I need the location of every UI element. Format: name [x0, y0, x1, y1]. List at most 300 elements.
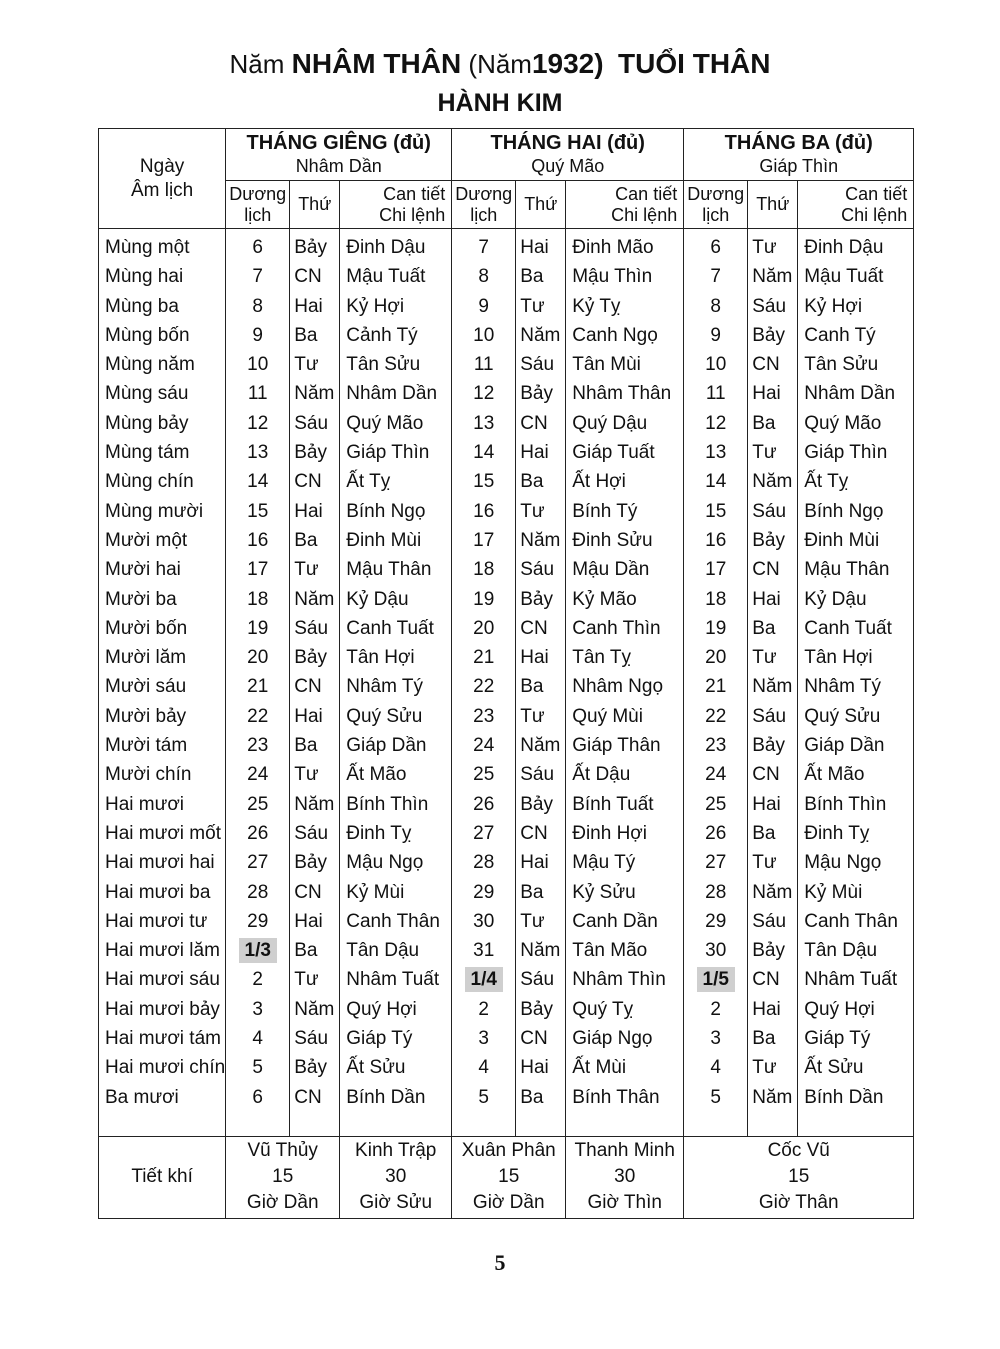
thu-value: CN	[294, 471, 322, 493]
duong-lich-value: 24	[705, 764, 727, 786]
thu-value: Hai	[752, 998, 781, 1020]
duong-lich-row	[452, 409, 515, 438]
lunar-day: Mùng bốn	[105, 324, 190, 346]
can-chi-value: Tân Tỵ	[572, 647, 631, 669]
thu-value: Bảy	[520, 998, 553, 1020]
duong-lich-row	[684, 790, 747, 819]
can-chi-value: Tân Hợi	[346, 647, 415, 669]
tiet-khi-entry	[684, 1136, 914, 1218]
can-chi-value: Bính Tý	[572, 500, 638, 522]
can-chi-value: Bính Ngọ	[346, 500, 426, 522]
can-chi-value: Quý Mão	[804, 412, 882, 434]
duong-lich-row	[452, 995, 515, 1024]
duong-lich-value: 22	[473, 676, 495, 698]
can-chi-value: Kỷ Mùi	[346, 881, 405, 903]
duong-lich-value: 18	[247, 588, 269, 610]
thu-value: Tư	[520, 910, 545, 932]
duong-lich-value: 23	[705, 735, 727, 757]
thu-value: Năm	[752, 471, 793, 493]
duong-lich-value: 1/3	[239, 938, 277, 963]
page-number: 5	[494, 1250, 506, 1275]
can-chi-value: Kỷ Mùi	[804, 881, 863, 903]
thu-value: CN	[294, 676, 322, 698]
can-chi-value: Ất Dậu	[572, 764, 631, 786]
lunar-day: Mười lăm	[105, 647, 187, 669]
thu-value: Tư	[752, 647, 777, 669]
thu-column	[748, 229, 798, 1137]
duong-lich-row	[452, 292, 515, 321]
duong-lich-row	[226, 526, 289, 555]
duong-lich-value: 13	[705, 442, 727, 464]
can-chi-value: Tân Sửu	[346, 354, 421, 376]
thu-value: Ba	[520, 266, 544, 288]
title-prefix: Năm	[229, 49, 285, 79]
thu-value: Hai	[752, 383, 781, 405]
duong-lich-value: 26	[247, 822, 269, 844]
can-chi-value: Canh Tuất	[346, 617, 434, 639]
duong-label: Dương	[455, 183, 513, 204]
can-chi-value: Kỷ Mão	[572, 588, 637, 610]
thu-value: Năm	[520, 940, 561, 962]
duong-lich-value: 1/4	[465, 967, 503, 992]
lunar-day: Hai mươi sáu	[105, 969, 220, 991]
month-header	[684, 129, 914, 181]
duong-lich-value: 7	[252, 266, 263, 288]
can-chi-value: Giáp Tý	[346, 1028, 413, 1050]
can-chi-value: Canh Thìn	[572, 617, 661, 639]
thu-value: Bảy	[294, 852, 327, 874]
duong-lich-value: 9	[252, 324, 263, 346]
thu-value: Bảy	[294, 647, 327, 669]
duong-lich-value: 19	[473, 588, 495, 610]
duong-lich-value: 22	[247, 705, 269, 727]
lunar-day: Hai mươi hai	[105, 852, 215, 874]
duong-lich-value: 31	[473, 940, 495, 962]
duong-lich-row	[452, 555, 515, 584]
thu-header: Thứ	[748, 181, 798, 229]
duong-lich-value: 2	[710, 998, 721, 1020]
lunar-day: Mười bốn	[105, 617, 188, 639]
duong-label: Dương	[687, 183, 745, 204]
duong-lich-row	[684, 672, 747, 701]
can-chi-value: Ất Tỵ	[804, 471, 849, 493]
thu-value: Bảy	[294, 442, 327, 464]
tiet-khi-day: 15	[272, 1166, 294, 1188]
thu-value: Bảy	[752, 529, 785, 551]
duong-lich-value: 4	[252, 1028, 263, 1050]
can-chi-value: Giáp Thân	[572, 735, 661, 757]
can-chi-value: Mậu Dần	[572, 559, 650, 581]
duong-lich-row	[226, 350, 289, 379]
duong-lich-row	[226, 907, 289, 936]
duong-lich-row	[226, 878, 289, 907]
lunar-day: Mùng năm	[105, 354, 195, 376]
can-chi-value: Canh Ngọ	[572, 324, 658, 346]
can-chi-value: Ất Sửu	[804, 1057, 864, 1079]
can-chi-value: Đinh Mùi	[804, 529, 880, 551]
can-chi-value: Ất Mão	[804, 764, 865, 786]
thu-value: Sáu	[752, 295, 787, 317]
can-chi-value: Giáp Dần	[804, 735, 885, 757]
duong-lich-row	[452, 790, 515, 819]
tiet-khi-name: Vũ Thủy	[247, 1140, 318, 1162]
duong-lich-value: 25	[247, 793, 269, 815]
duong-lich-value: 11	[473, 354, 494, 376]
lunar-day: Hai mươi mốt	[105, 822, 221, 844]
can-chi-column	[566, 229, 684, 1137]
thu-value: Năm	[752, 266, 793, 288]
ngay-label: Ngày	[139, 155, 185, 177]
can-chi-value: Quý Tỵ	[572, 998, 634, 1020]
duong-lich-row	[684, 878, 747, 907]
duong-lich-row	[684, 321, 747, 350]
lunar-day: Hai mươi chín	[105, 1057, 226, 1079]
tiet-khi-hour: Giờ Dần	[246, 1192, 319, 1214]
tiet-khi-entry	[226, 1136, 340, 1218]
can-chi-value: Cảnh Tý	[346, 324, 418, 346]
thu-value: Ba	[294, 735, 318, 757]
can-chi-value: Kỷ Hợi	[804, 295, 863, 317]
duong-lich-row	[684, 1024, 747, 1053]
duong-lich-value: 5	[252, 1057, 263, 1079]
duong-lich-value: 6	[252, 1086, 263, 1108]
duong-lich-value: 4	[710, 1057, 721, 1079]
duong-lich-value: 16	[705, 529, 727, 551]
month-can-chi: Nhâm Dần	[295, 155, 382, 176]
duong-lich-row	[226, 790, 289, 819]
can-chi-value: Quý Sửu	[346, 705, 423, 727]
duong-lich-row	[226, 936, 289, 965]
thu-value: Ba	[294, 529, 318, 551]
title-year: 1932)	[531, 48, 604, 79]
duong-lich-value: 15	[247, 500, 269, 522]
duong-lich-value: 30	[473, 910, 495, 932]
lunar-day: Hai mươi lăm	[105, 940, 220, 962]
duong-lich-row	[684, 526, 747, 555]
duong-lich-value: 3	[710, 1028, 721, 1050]
duong-lich-row	[684, 907, 747, 936]
duong-lich-row	[452, 379, 515, 408]
month-name: THÁNG GIÊNG (đủ)	[246, 131, 431, 154]
duong-lich-value: 6	[252, 237, 263, 258]
thu-value: Sáu	[752, 500, 787, 522]
lunar-day: Mùng tám	[105, 442, 190, 464]
duong-lich-value: 5	[710, 1086, 721, 1108]
duong-lich-value: 9	[710, 324, 721, 346]
thu-value: Năm	[294, 383, 335, 405]
thu-value: Ba	[520, 676, 544, 698]
lunar-day: Mười tám	[105, 735, 188, 757]
duong-lich-row	[684, 438, 747, 467]
thu-value: CN	[294, 266, 322, 288]
tiet-khi-name: Cốc Vũ	[767, 1140, 830, 1162]
duong-lich-value: 24	[473, 735, 495, 757]
duong-lich-value: 21	[473, 647, 495, 669]
can-tiet-label: Can tiết	[383, 183, 446, 204]
duong-lich-value: 27	[247, 852, 269, 874]
can-chi-value: Kỷ Dậu	[804, 588, 867, 610]
duong-lich-value: 15	[705, 500, 727, 522]
thu-value: Hai	[294, 910, 323, 932]
lunar-day: Mùng sáu	[105, 383, 189, 405]
can-chi-value: Mậu Thìn	[572, 266, 653, 288]
thu-value: CN	[520, 1028, 548, 1050]
thu-value: Ba	[520, 1086, 544, 1108]
duong-lich-column	[452, 229, 516, 1137]
duong-lich-row	[226, 1053, 289, 1082]
duong-lich-row	[452, 526, 515, 555]
duong-lich-value: 28	[473, 852, 495, 874]
thu-value: Bảy	[752, 940, 785, 962]
duong-lich-value: 17	[705, 559, 727, 581]
lunar-calendar-table	[98, 128, 914, 1219]
duong-lich-value: 23	[247, 735, 269, 757]
lunar-day-column	[99, 229, 226, 1137]
duong-lich-value: 20	[247, 647, 269, 669]
duong-lich-row	[226, 731, 289, 760]
can-chi-value: Canh Tý	[804, 324, 876, 346]
thu-value: Sáu	[520, 764, 555, 786]
month-name: THÁNG HAI (đủ)	[490, 131, 645, 154]
duong-lich-value: 29	[473, 881, 495, 903]
duong-lich-value: 5	[478, 1086, 489, 1108]
lunar-day: Hai mươi tư	[105, 910, 208, 932]
can-chi-value: Quý Mão	[346, 412, 424, 434]
can-chi-value: Canh Thân	[346, 910, 440, 932]
can-chi-value: Bính Thìn	[804, 793, 887, 815]
duong-lich-value: 14	[247, 471, 269, 493]
duong-lich-row	[452, 848, 515, 877]
duong-lich-value: 29	[247, 910, 269, 932]
can-chi-value: Nhâm Dần	[804, 383, 896, 405]
can-chi-value: Mậu Ngọ	[804, 852, 882, 874]
can-chi-value: Mậu Tý	[572, 852, 636, 874]
duong-lich-row	[226, 995, 289, 1024]
duong-label: Dương	[229, 183, 287, 204]
can-chi-value: Bính Dần	[804, 1086, 884, 1108]
thu-value: Năm	[294, 588, 335, 610]
can-chi-value: Giáp Ngọ	[572, 1028, 653, 1050]
thu-value: CN	[520, 822, 548, 844]
can-chi-value: Bính Ngọ	[804, 500, 884, 522]
tiet-khi-entry	[566, 1136, 684, 1218]
thu-value: Tư	[520, 295, 545, 317]
thu-value: CN	[520, 412, 548, 434]
duong-lich-row	[452, 643, 515, 672]
lunar-day: Mười ba	[105, 588, 177, 610]
can-chi-value: Giáp Thìn	[346, 442, 430, 464]
duong-lich-row	[684, 936, 747, 965]
lich-label: lịch	[244, 204, 272, 225]
duong-lich-value: 4	[478, 1057, 489, 1079]
duong-lich-value: 17	[473, 529, 495, 551]
can-chi-value: Mậu Thân	[804, 559, 890, 581]
duong-lich-value: 10	[705, 354, 727, 376]
tiet-khi-day: 15	[498, 1166, 520, 1188]
duong-lich-row	[452, 1083, 515, 1112]
duong-lich-row	[684, 555, 747, 584]
thu-value: Hai	[520, 647, 549, 669]
can-chi-value: Tân Dậu	[804, 940, 878, 962]
can-chi-value: Kỷ Dậu	[346, 588, 409, 610]
duong-lich-value: 25	[705, 793, 727, 815]
thu-value: Bảy	[294, 237, 327, 258]
duong-lich-row	[226, 262, 289, 291]
lunar-day: Mùng hai	[105, 266, 184, 288]
tiet-khi-label: Tiết khí	[99, 1136, 226, 1218]
month-header	[452, 129, 684, 181]
duong-lich-column	[226, 229, 290, 1137]
duong-lich-row	[226, 614, 289, 643]
duong-lich-value: 18	[705, 588, 727, 610]
duong-lich-row	[684, 1083, 747, 1112]
duong-lich-row	[226, 1083, 289, 1112]
lunar-day: Mười một	[105, 529, 188, 551]
thu-value: Tư	[294, 559, 319, 581]
thu-value: Hai	[294, 500, 323, 522]
can-chi-value: Ất Hợi	[572, 471, 626, 493]
can-chi-value: Nhâm Ngọ	[572, 676, 664, 698]
thu-value: Ba	[752, 1028, 776, 1050]
duong-lich-row	[226, 233, 289, 262]
month-can-chi: Giáp Thìn	[759, 155, 839, 176]
duong-lich-row	[684, 848, 747, 877]
can-chi-header	[798, 181, 914, 229]
thu-header: Thứ	[290, 181, 340, 229]
duong-lich-row	[684, 819, 747, 848]
duong-lich-row	[684, 379, 747, 408]
duong-lich-row	[226, 379, 289, 408]
thu-value: Ba	[520, 881, 544, 903]
duong-lich-value: 12	[473, 383, 495, 405]
duong-lich-value: 20	[705, 647, 727, 669]
duong-lich-value: 26	[473, 793, 495, 815]
duong-lich-row	[226, 672, 289, 701]
am-lich-label: Âm lịch	[130, 179, 194, 201]
can-chi-value: Quý Dậu	[572, 412, 648, 434]
duong-lich-value: 3	[478, 1028, 489, 1050]
tiet-khi-name: Thanh Minh	[574, 1140, 675, 1162]
duong-lich-row	[226, 585, 289, 614]
duong-lich-row	[226, 702, 289, 731]
thu-column	[516, 229, 566, 1137]
title-year-name: NHÂM THÂN	[291, 48, 462, 79]
lich-label: lịch	[470, 204, 498, 225]
can-chi-value: Ất Sửu	[346, 1057, 406, 1079]
can-chi-value: Đinh Mão	[572, 237, 654, 258]
lunar-day: Mùng mười	[105, 500, 204, 522]
can-chi-value: Đinh Tỵ	[804, 822, 870, 844]
duong-lich-value: 2	[478, 998, 489, 1020]
duong-lich-value: 17	[247, 559, 269, 581]
duong-lich-row	[226, 1024, 289, 1053]
duong-lich-value: 15	[473, 471, 495, 493]
thu-value: Bảy	[520, 383, 553, 405]
duong-lich-row	[452, 1053, 515, 1082]
thu-value: Năm	[520, 735, 561, 757]
duong-lich-row	[226, 438, 289, 467]
can-chi-header	[566, 181, 684, 229]
tiet-khi-name: Xuân Phân	[461, 1140, 556, 1162]
thu-value: CN	[752, 559, 780, 581]
can-chi-value: Bính Thân	[572, 1086, 660, 1108]
can-chi-value: Tân Mão	[572, 940, 648, 962]
duong-lich-header	[452, 181, 516, 229]
thu-value: Tư	[520, 705, 545, 727]
thu-value: Sáu	[520, 354, 555, 376]
can-chi-value: Đinh Hợi	[572, 822, 647, 844]
duong-lich-value: 12	[247, 412, 269, 434]
thu-value: Sáu	[294, 822, 329, 844]
can-chi-value: Tân Mùi	[572, 354, 641, 376]
lunar-day: Mùng bảy	[105, 412, 189, 434]
can-chi-value: Mậu Tuất	[804, 266, 884, 288]
duong-lich-value: 10	[247, 354, 269, 376]
tiet-khi-entry	[452, 1136, 566, 1218]
month-name: THÁNG BA (đủ)	[724, 131, 873, 154]
duong-lich-row	[452, 965, 515, 994]
can-chi-value: Nhâm Thân	[572, 383, 672, 405]
duong-lich-header	[226, 181, 290, 229]
thu-value: Năm	[752, 1086, 793, 1108]
duong-lich-row	[452, 907, 515, 936]
can-chi-value: Quý Hợi	[804, 998, 875, 1020]
duong-lich-value: 30	[705, 940, 727, 962]
thu-value: Tư	[752, 237, 777, 258]
can-chi-value: Mậu Ngọ	[346, 852, 424, 874]
thu-value: Sáu	[294, 617, 329, 639]
duong-lich-value: 1/5	[697, 967, 735, 992]
duong-lich-value: 13	[247, 442, 269, 464]
duong-lich-row	[452, 936, 515, 965]
thu-value: Ba	[752, 822, 776, 844]
duong-lich-row	[452, 614, 515, 643]
tiet-khi-day: 15	[788, 1166, 810, 1188]
can-chi-value: Đinh Dậu	[346, 237, 426, 258]
thu-value: Ba	[294, 324, 318, 346]
thu-header: Thứ	[516, 181, 566, 229]
duong-lich-value: 8	[252, 295, 263, 317]
duong-lich-value: 16	[247, 529, 269, 551]
duong-lich-value: 26	[705, 822, 727, 844]
lunar-day: Hai mươi ba	[105, 881, 211, 903]
lunar-day: Hai mươi	[105, 793, 185, 815]
thu-value: Tư	[294, 354, 319, 376]
thu-column	[290, 229, 340, 1137]
can-chi-header	[340, 181, 452, 229]
thu-value: Năm	[752, 676, 793, 698]
can-chi-value: Mậu Tuất	[346, 266, 426, 288]
title-tuoi: TUỔI THÂN	[618, 48, 771, 79]
duong-lich-value: 29	[705, 910, 727, 932]
can-chi-value: Giáp Dần	[346, 735, 427, 757]
thu-value: Tư	[294, 764, 319, 786]
thu-value: Sáu	[752, 705, 787, 727]
duong-lich-row	[684, 292, 747, 321]
can-chi-value: Tân Sửu	[804, 354, 879, 376]
duong-lich-row	[226, 760, 289, 789]
can-chi-value: Nhâm Tuất	[804, 969, 898, 991]
thu-value: Hai	[520, 442, 549, 464]
thu-value: Ba	[294, 940, 318, 962]
thu-value: Bảy	[520, 793, 553, 815]
duong-lich-value: 13	[473, 412, 495, 434]
can-tiet-label: Can tiết	[615, 183, 678, 204]
thu-value: Sáu	[752, 910, 787, 932]
duong-lich-value: 2	[252, 969, 263, 991]
duong-lich-row	[684, 585, 747, 614]
duong-lich-row	[452, 262, 515, 291]
